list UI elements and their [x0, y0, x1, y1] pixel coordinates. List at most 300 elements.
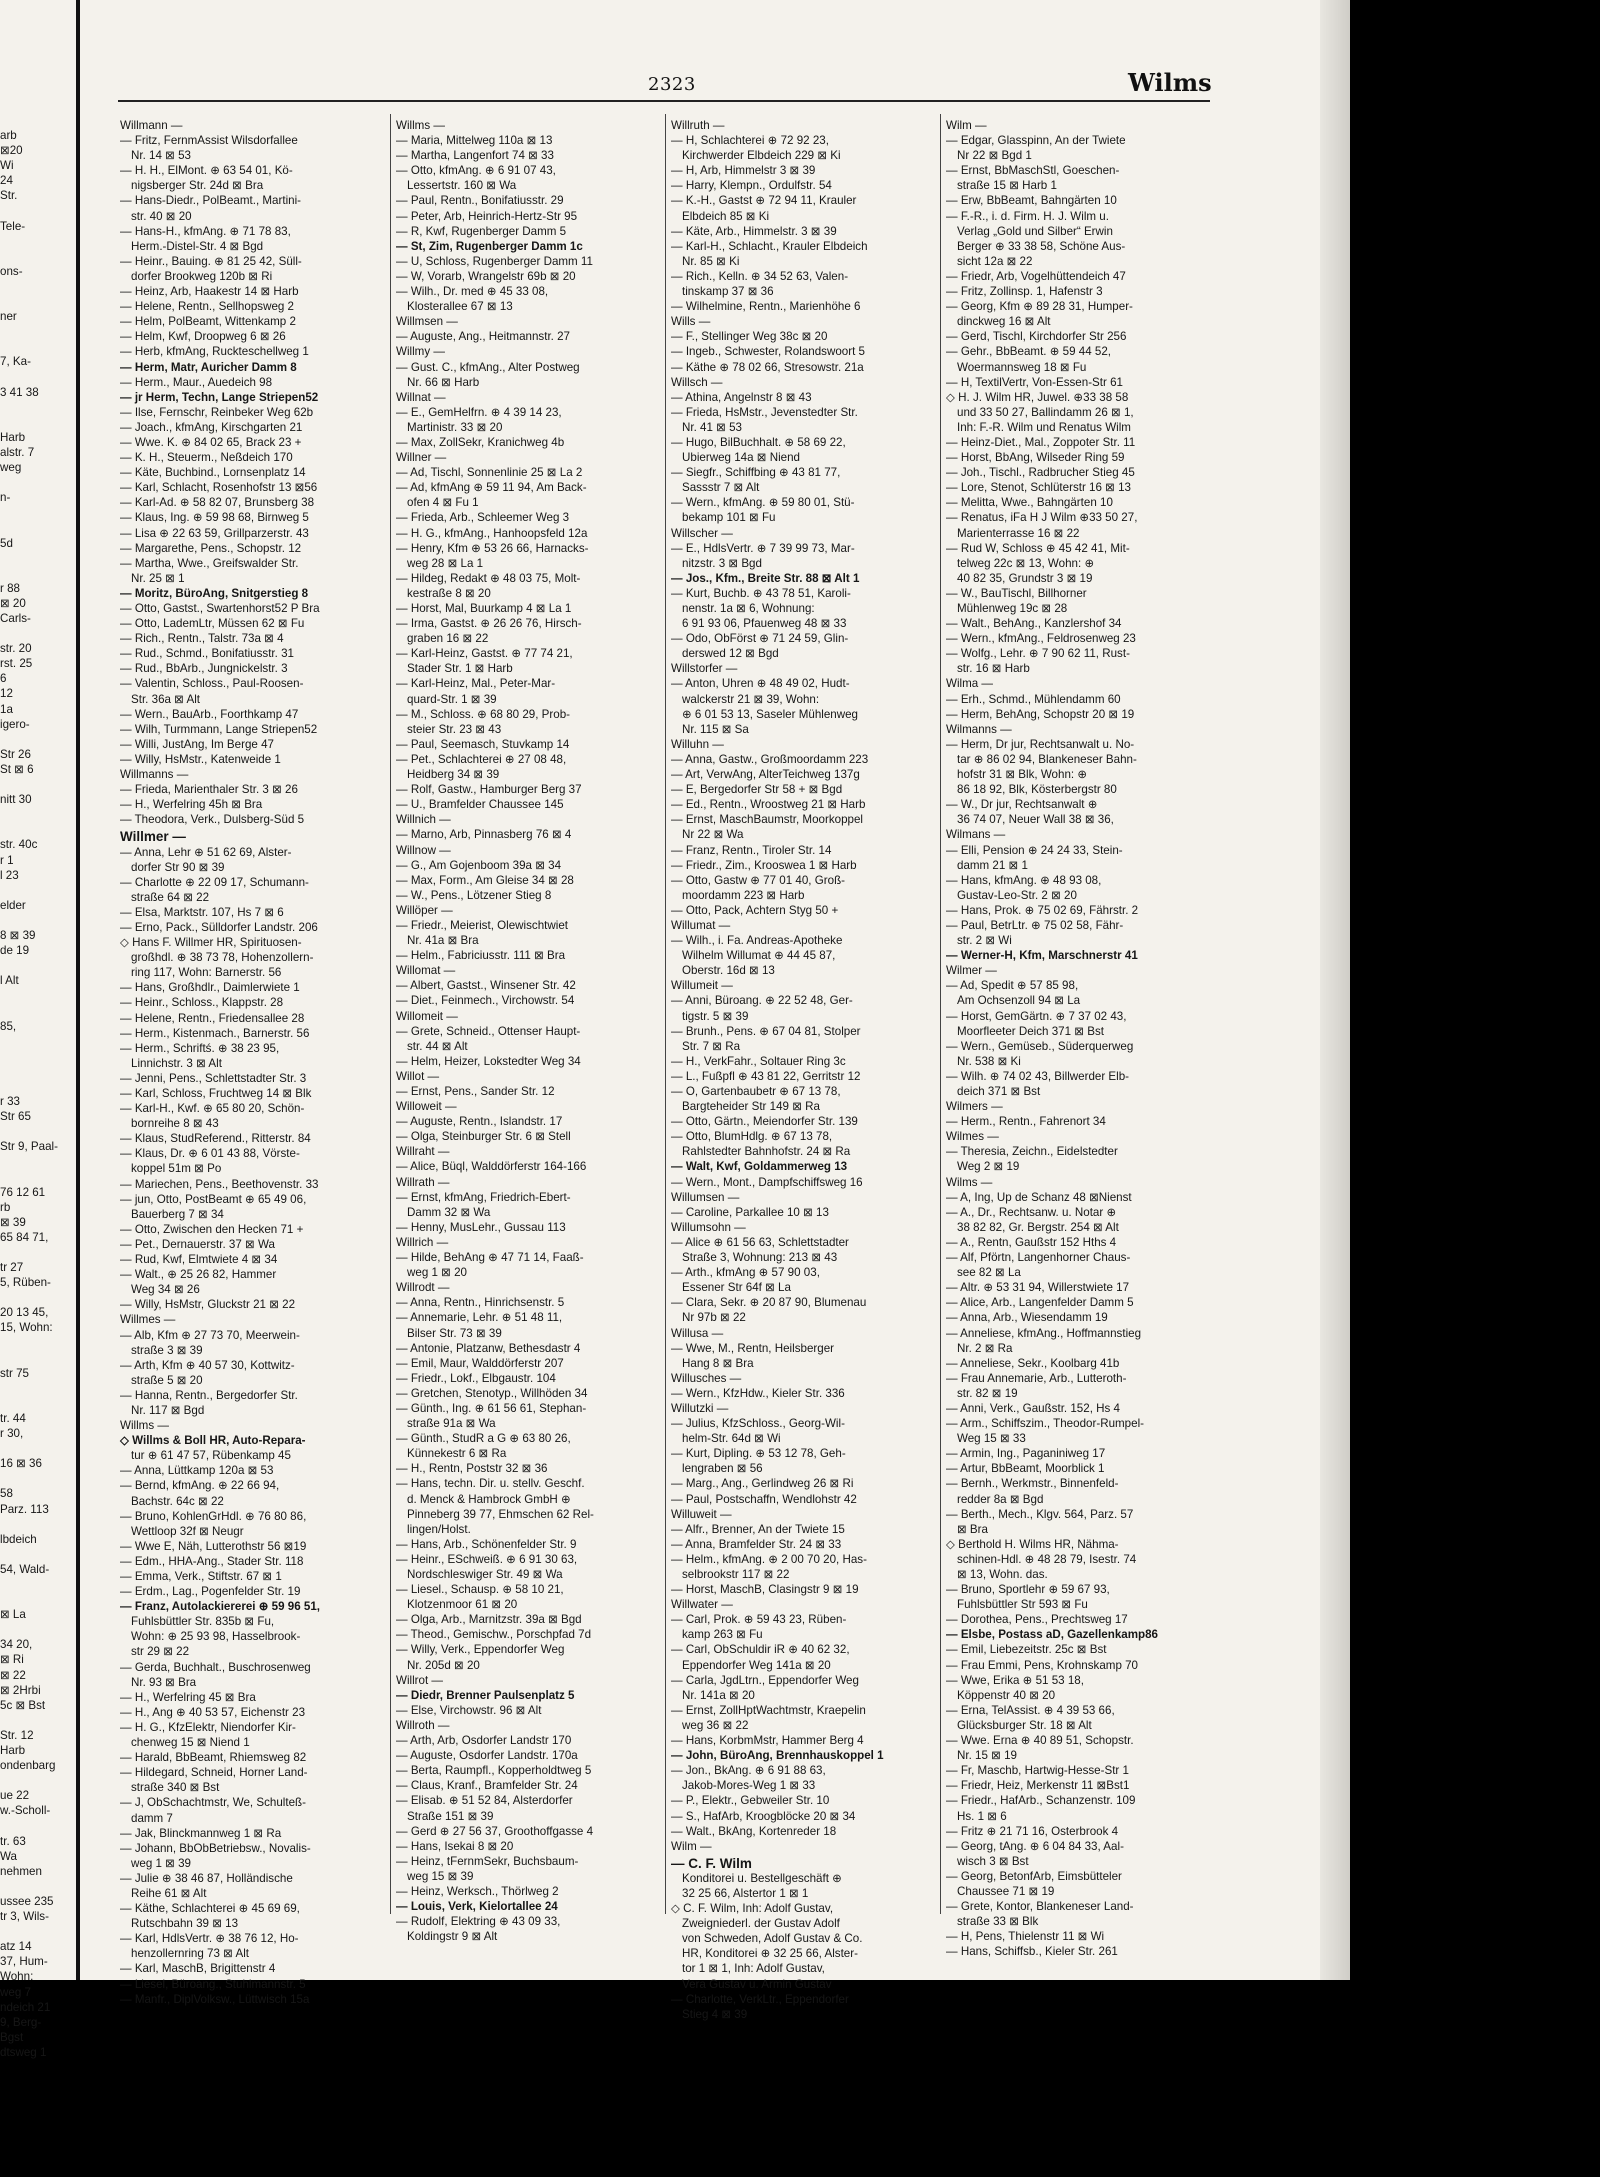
left-edge-fragment: weg 7 [0, 1985, 31, 1999]
directory-line: — Arm., Schiffszim., Theodor-Rumpel- [946, 1417, 1145, 1431]
directory-line: — H. G., KfzElektr, Niendorfer Kir- [120, 1720, 296, 1734]
directory-column-2 [396, 118, 658, 1944]
directory-line: — Otto, BlumHdlg. ⊕ 67 13 78, [671, 1130, 833, 1144]
directory-line: — H, Pens, Thielenstr 11 ⊠ Wi [946, 1930, 1105, 1944]
directory-line: Willrich — [396, 1235, 449, 1249]
directory-line: Bilser Str. 73 ⊠ 39 [407, 1326, 502, 1340]
directory-line: Willöper — [396, 903, 453, 917]
directory-line: Stieg 4 ⊠ 39 [682, 2007, 748, 2021]
directory-line: — Erno, Pack., Sülldorfer Landstr. 206 [120, 920, 318, 934]
directory-line: — Alf, Pförtn, Langenhorner Chaus- [946, 1251, 1131, 1265]
left-edge-fragment: tr 3, Wils- [0, 1910, 49, 1924]
directory-line: — Altr. ⊕ 53 31 94, Willerstwiete 17 [946, 1281, 1130, 1295]
directory-line: — Heinz, Arb, Haakestr 14 ⊠ Harb [120, 285, 299, 299]
directory-line: — Walt., BkAng, Kortenreder 18 [671, 1824, 837, 1838]
directory-line: — Manfr., DiplVolksw., Lüttwisch 15a [120, 1992, 310, 2006]
directory-line: Nr 22 ⊠ Bgd 1 [957, 149, 1032, 163]
directory-line: — Otto, Pack, Achtern Styg 50 + [671, 903, 839, 917]
directory-line: walckerstr 21 ⊠ 39, Wohn: [682, 692, 820, 706]
directory-line: — Johann, BbObBetriebsw., Novalis- [120, 1841, 311, 1855]
directory-line: Wilm — [671, 1839, 712, 1853]
directory-line: d. Menck & Hambrock GmbH ⊕ [407, 1492, 571, 1506]
directory-line: Wilmer — [946, 964, 997, 978]
left-edge-fragment: Str. 12 [0, 1728, 34, 1742]
directory-line: — Olga, Steinburger Str. 6 ⊠ Stell [396, 1130, 571, 1144]
directory-line: — Walt., BehAng., Kanzlershof 34 [946, 617, 1122, 631]
left-edge-fragment [0, 1622, 54, 1637]
directory-line: — Fritz, Zollinsp. 1, Hafenstr 3 [946, 285, 1103, 299]
directory-line: — Paul, Seemasch, Stuvkamp 14 [396, 737, 570, 751]
directory-line: — Gehr., BbBeamt. ⊕ 59 44 52, [946, 345, 1112, 359]
directory-line: Koldingstr 9 ⊠ Alt [407, 1930, 498, 1944]
directory-line: — Anneliese, Sekr., Koolbarg 41b [946, 1356, 1120, 1370]
left-page-edge-column [0, 128, 58, 2059]
directory-line: Martinistr. 33 ⊠ 20 [407, 420, 503, 434]
directory-line: — Karl-Ad. ⊕ 58 82 07, Brunsberg 38 [120, 496, 315, 510]
directory-line: — Günth., Ing. ⊕ 61 56 61, Stephan- [396, 1401, 587, 1415]
directory-line: Woermannsweg 18 ⊠ Fu [957, 360, 1087, 374]
left-edge-fragment: igero- [0, 717, 30, 731]
directory-line: — Wern., Mont., Dampfschiffsweg 16 [671, 1175, 863, 1189]
directory-line: — Otto, Gastw ⊕ 77 01 40, Groß- [671, 873, 846, 887]
left-edge-fragment: 9, Berg- [0, 2015, 42, 2029]
directory-line: — Alice, Arb., Langenfelder Damm 5 [946, 1296, 1134, 1310]
directory-line: — Horst, GemGärtn. ⊕ 7 37 02 43, [946, 1009, 1127, 1023]
directory-line: — Gerda, Buchhalt., Buschrosenweg [120, 1660, 311, 1674]
directory-line: — Wilh., Dr. med ⊕ 45 33 08, [396, 285, 549, 299]
directory-line: — Wern., kfmAng. ⊕ 59 80 01, Stü- [671, 496, 855, 510]
directory-line: Nr 22 ⊠ Wa [682, 828, 744, 842]
directory-line: — Carla, JgdLtrn., Eppendorfer Weg [671, 1673, 859, 1687]
directory-line: — Wwe, M., Rentn, Heilsberger [671, 1341, 835, 1355]
directory-line: damm 21 ⊠ 1 [957, 858, 1028, 872]
directory-line: Willscher — [671, 526, 733, 540]
left-edge-fragment [0, 324, 54, 339]
directory-line: — Carl, Prok. ⊕ 59 43 23, Rüben- [671, 1613, 847, 1627]
directory-line: — Kurt, Dipling. ⊕ 53 12 78, Geh- [671, 1447, 846, 1461]
directory-line: kamp 263 ⊠ Fu [682, 1628, 763, 1642]
left-edge-fragment [0, 958, 54, 973]
directory-line: — Ernst, ZollHptWachtmstr, Kraepelin [671, 1703, 866, 1717]
directory-line: — Hans-Diedr., PolBeamt., Martini- [120, 194, 302, 208]
directory-line: ⊠ 13, Wohn. das. [957, 1568, 1048, 1581]
directory-line: weg 1 ⊠ 20 [407, 1266, 467, 1280]
directory-line: Willms — [396, 119, 445, 132]
directory-line: bekamp 101 ⊠ Fu [682, 511, 776, 525]
left-edge-fragment: 5d [0, 536, 13, 550]
directory-line: Wettloop 32f ⊠ Neugr [131, 1524, 244, 1538]
left-edge-fragment: str. 40c [0, 838, 38, 852]
directory-line: — Rud., Schmd., Bonifatiusstr. 31 [120, 647, 294, 661]
directory-line: — G., Am Gojenboom 39a ⊠ 34 [396, 858, 562, 872]
directory-line: Willmanns — [120, 768, 189, 782]
directory-line: — Anton, Uhren ⊕ 48 49 02, Hudt- [671, 677, 850, 691]
directory-line: — Gust. C., kfmAng., Alter Postweg [396, 360, 580, 374]
left-edge-fragment: Str 9, Paal- [0, 1140, 58, 1154]
directory-line: tor 1 ⊠ 1, Inh: Adolf Gustav, [682, 1962, 825, 1976]
directory-line: Herm.-Distel-Str. 4 ⊠ Bgd [131, 239, 264, 253]
directory-line: dorfer Brookweg 120b ⊠ Ri [131, 269, 273, 283]
left-edge-fragment [0, 1381, 54, 1396]
directory-line: — Jon., BkAng. ⊕ 6 91 88 63, [671, 1764, 826, 1778]
directory-line: — Anna, Lehr ⊕ 51 62 69, Alster- [120, 845, 292, 859]
left-edge-fragment [0, 1290, 54, 1305]
directory-line: Ubierweg 14a ⊠ Niend [682, 451, 800, 465]
directory-line: Elbdeich 85 ⊠ Ki [682, 209, 770, 223]
directory-line: — Klaus, Ing. ⊕ 59 98 68, Birnweg 5 [120, 511, 309, 525]
directory-line: — Wwe E, Näh, Lutterothstr 56 ⊠19 [120, 1539, 307, 1553]
directory-line: — Theresia, Zeichn., Eidelstedter [946, 1145, 1118, 1159]
directory-line: — Max, Form., Am Gleise 34 ⊠ 28 [396, 873, 574, 887]
directory-line: Klosterallee 67 ⊠ 13 [407, 300, 513, 314]
directory-line: — Frieda, HsMstr., Jevenstedter Str. [671, 405, 858, 419]
left-edge-fragment [0, 520, 54, 535]
directory-line: — E., HdlsVertr. ⊕ 7 39 99 73, Mar- [671, 541, 855, 555]
left-edge-fragment: ue 22 [0, 1789, 30, 1803]
directory-line: — Valentin, Schloss., Paul-Roosen- [120, 677, 304, 691]
directory-line: — H, Schlachterei ⊕ 72 92 23, [671, 134, 829, 148]
directory-line: Vera Gustav u. Armin Gustav [682, 1977, 832, 1991]
directory-line: — Arth, Kfm ⊕ 40 57 30, Kottwitz- [120, 1358, 295, 1372]
left-edge-fragment: rb [0, 1200, 11, 1214]
directory-line: — Wwe, Erika ⊕ 51 53 18, [946, 1673, 1084, 1687]
directory-line: — Athina, Angelnstr 8 ⊠ 43 [671, 390, 812, 404]
directory-column-4 [946, 118, 1208, 1959]
directory-line: derswed 12 ⊠ Bgd [682, 647, 779, 661]
directory-line: Wohn: ⊕ 25 93 98, Hasselbrook- [131, 1630, 301, 1644]
directory-line: Willmy — [396, 345, 445, 359]
directory-line: Willrath — [396, 1175, 450, 1189]
directory-line: — Helene, Rentn., Sellhopsweg 2 [120, 300, 295, 314]
left-edge-fragment: n- [0, 491, 11, 505]
left-edge-fragment: str 75 [0, 1366, 29, 1380]
directory-line: — A, Ing, Up de Schanz 48 ⊠Nienst [946, 1190, 1132, 1204]
directory-line: — Friedr., HafArb., Schanzenstr. 109 [946, 1794, 1136, 1808]
directory-line: — Max, ZollSekr, Kranichweg 4b [396, 435, 565, 449]
directory-line: — Karl-Heinz, Gastst. ⊕ 77 74 21, [396, 647, 573, 661]
left-edge-fragment [0, 1336, 54, 1351]
directory-line: — Auguste, Rentn., Islandstr. 17 [396, 1115, 563, 1129]
directory-line: Oberstr. 16d ⊠ 13 [682, 964, 775, 978]
directory-line: — Otto, LademLtr, Müssen 62 ⊠ Fu [120, 617, 305, 631]
directory-line: — Julie ⊕ 38 46 87, Holländische [120, 1871, 293, 1885]
directory-line: — Hugo, BilBuchhalt. ⊕ 58 69 22, [671, 435, 846, 449]
directory-line: telweg 22c ⊠ 13, Wohn: ⊕ [957, 556, 1095, 570]
directory-line: — Elsbe, Postass aD, Gazellenkamp86 [946, 1628, 1159, 1642]
directory-line: — Grete, Kontor, Blankeneser Land- [946, 1900, 1134, 1914]
directory-line: 86 18 92, Blk, Kösterbergstr 80 [957, 783, 1117, 797]
left-edge-fragment: 5c ⊠ Bst [0, 1698, 46, 1712]
directory-line: — Theod., Gemischw., Porschpfad 7d [396, 1628, 592, 1642]
directory-line: Willmsen — [396, 315, 458, 329]
directory-line: Willnat — [396, 390, 446, 404]
directory-line: — Liesel., Schausp. ⊕ 58 10 21, [396, 1583, 564, 1597]
directory-line: — F., Stellinger Weg 38c ⊠ 20 [671, 330, 828, 344]
directory-line: henzollernring 73 ⊠ Alt [131, 1947, 249, 1961]
left-edge-fragment [0, 234, 54, 249]
directory-line: Willutzki — [671, 1401, 729, 1415]
directory-line: str. 2 ⊠ Wi [957, 934, 1012, 948]
directory-line: Weg 15 ⊠ 33 [957, 1432, 1026, 1446]
directory-line: — Karl, HdlsVertr. ⊕ 38 76 12, Ho- [120, 1932, 299, 1946]
directory-line: — Hans, Schiffsb., Kieler Str. 261 [946, 1945, 1118, 1959]
left-edge-fragment: 5, Rüben- [0, 1276, 51, 1290]
directory-line: — Käte, Arb., Himmelstr. 3 ⊠ 39 [671, 224, 837, 238]
directory-line: — Fr, Maschb, Hartwig-Hesse-Str 1 [946, 1764, 1129, 1778]
directory-line: — Melitta, Wwe., Bahngärten 10 [946, 496, 1113, 510]
directory-line: Wilmanns — [946, 722, 1012, 736]
directory-line: — Ernst, Pens., Sander Str. 12 [396, 1085, 555, 1098]
directory-line: — Julius, KfzSchloss., Georg-Wil- [671, 1417, 845, 1431]
page-edge-shadow [1320, 0, 1350, 1980]
directory-line: Wilms — [946, 1175, 993, 1189]
directory-line: — Diet., Feinmech., Virchowstr. 54 [396, 994, 575, 1008]
left-edge-fragment: dtsweg 1 [0, 2045, 47, 2059]
left-edge-fragment [0, 1034, 54, 1049]
directory-line: — Klaus, StudReferend., Ritterstr. 84 [120, 1132, 311, 1146]
left-edge-fragment [0, 1577, 54, 1592]
directory-line: tur ⊕ 61 47 57, Rübenkamp 45 [131, 1449, 291, 1463]
directory-line: — Herm, BehAng, Schopstr 20 ⊠ 19 [946, 707, 1135, 721]
directory-line: Nr. 41 ⊠ 53 [682, 420, 742, 434]
left-edge-fragment: 76 12 61 [0, 1185, 46, 1199]
directory-line: Nr. 115 ⊠ Sa [682, 722, 749, 736]
directory-line: — Olga, Arb., Marnitzstr. 39a ⊠ Bgd [396, 1613, 582, 1627]
directory-line: — K. H., Steuerm., Neßdeich 170 [120, 451, 293, 465]
left-edge-fragment [0, 1592, 54, 1607]
directory-line: — Horst, MaschB, Clasingstr 9 ⊠ 19 [671, 1583, 859, 1597]
directory-line: — Wern., BauArb., Foorthkamp 47 [120, 707, 299, 721]
directory-line: — jr Herm, Techn, Lange Striepen52 [120, 390, 319, 404]
directory-line: Willomeit — [396, 1009, 458, 1023]
directory-line: — Pet., Dernauerstr. 37 ⊠ Wa [120, 1237, 275, 1251]
directory-line: — Carl, ObSchuldir iR ⊕ 40 62 32, [671, 1643, 850, 1657]
directory-line: str. 44 ⊠ Alt [407, 1039, 468, 1053]
directory-line: Willruth — [671, 119, 725, 132]
left-edge-fragment: l Alt [0, 974, 19, 988]
directory-line: Wilhelm Willumat ⊕ 44 45 87, [682, 949, 836, 963]
directory-line: Pinneberg 39 77, Ehmschen 62 Rel- [407, 1507, 594, 1521]
directory-line: — H., VerkFahr., Soltauer Ring 3c [671, 1054, 846, 1068]
directory-line: — Hildegard, Schneid, Horner Land- [120, 1766, 308, 1780]
directory-line: — Odo, ObFörst ⊕ 71 24 59, Glin- [671, 632, 849, 646]
directory-line: Nr. 141a ⊠ 20 [682, 1688, 755, 1702]
directory-line: Linnichstr. 3 ⊠ Alt [131, 1056, 222, 1070]
directory-line: Stader Str. 1 ⊠ Harb [407, 662, 513, 676]
directory-line: selbrookstr 117 ⊠ 22 [682, 1568, 790, 1581]
left-edge-fragment [0, 1154, 54, 1169]
left-edge-fragment [0, 1517, 54, 1532]
directory-line: Damm 32 ⊠ Wa [407, 1205, 491, 1219]
left-edge-fragment: ndeich 21 [0, 2000, 51, 2014]
directory-line: ofen 4 ⊠ Fu 1 [407, 496, 479, 510]
directory-line: — Peter, Arb, Heinrich-Hertz-Str 95 [396, 209, 578, 223]
directory-line: — M., Schloss. ⊕ 68 80 29, Prob- [396, 707, 571, 721]
left-edge-fragment: 3 41 38 [0, 385, 39, 399]
directory-line: Willmann — [120, 119, 183, 132]
directory-line: ◇ C. F. Wilm, Inh: Adolf Gustav, [671, 1902, 834, 1916]
directory-line: chenweg 15 ⊠ Niend 1 [131, 1736, 250, 1750]
directory-line: — Rich., Rentn., Talstr. 73a ⊠ 4 [120, 632, 284, 646]
directory-line: steier Str. 23 ⊠ 43 [407, 722, 502, 736]
directory-line: — Helm, Kwf, Droopweg 6 ⊠ 26 [120, 330, 286, 344]
directory-line: — Diedr, Brenner Paulsenplatz 5 [396, 1688, 575, 1702]
directory-line: — Gretchen, Stenotyp., Willhöden 34 [396, 1386, 588, 1400]
directory-line: bornreihe 8 ⊠ 43 [131, 1117, 219, 1131]
directory-line: straße 3 ⊠ 39 [131, 1343, 203, 1357]
directory-line: Willuweit — [671, 1507, 732, 1521]
directory-line: Willstorfer — [671, 662, 738, 676]
directory-line: — Hans, Arb., Schönenfelder Str. 9 [396, 1537, 577, 1551]
directory-line: — Käthe, Schlachterei ⊕ 45 69 69, [120, 1902, 300, 1916]
directory-line: Willsch — [671, 375, 723, 389]
directory-line: — W., Pens., Lötzener Stieg 8 [396, 888, 552, 902]
directory-line: — Hans, Prok. ⊕ 75 02 69, Fährstr. 2 [946, 903, 1139, 917]
left-edge-fragment: 85, [0, 1019, 17, 1033]
left-edge-fragment: tr. 44 [0, 1411, 26, 1425]
directory-line: — Käte, Buchbind., Lornsenplatz 14 [120, 466, 306, 480]
directory-line: hofstr 31 ⊠ Blk, Wohn: ⊕ [957, 768, 1088, 782]
directory-line: 36 74 07, Neuer Wall 38 ⊠ 36, [957, 813, 1114, 827]
directory-line: — Paul, Postschaffn, Wendlohstr 42 [671, 1492, 857, 1506]
directory-line: — Alice, Büql, Walddörferstr 164-166 [396, 1160, 587, 1174]
directory-line: — Artur, BbBeamt, Moorblick 1 [946, 1462, 1105, 1476]
left-edge-fragment: ner [0, 310, 17, 324]
directory-line: Mühlenweg 19c ⊠ 28 [957, 602, 1068, 615]
directory-line: Willms — [120, 1419, 169, 1433]
left-edge-fragment [0, 1547, 54, 1562]
directory-line: straße 5 ⊠ 20 [131, 1373, 203, 1387]
directory-line: weg 28 ⊠ La 1 [407, 556, 484, 570]
left-edge-fragment: weg [0, 461, 22, 475]
directory-line: — Walt, Kwf, Goldammerweg 13 [671, 1160, 848, 1174]
directory-line: Marienterrasse 16 ⊠ 22 [957, 526, 1080, 540]
left-edge-fragment: l 23 [0, 868, 19, 882]
directory-line: — Heinz, tFernmSekr, Buchsbaum- [396, 1854, 579, 1868]
directory-line: deich 371 ⊠ Bst [957, 1085, 1041, 1098]
left-edge-fragment [0, 203, 54, 218]
left-edge-fragment: Harb [0, 1744, 26, 1758]
directory-line: str. 40 ⊠ 20 [131, 209, 192, 223]
directory-line: — Hans, KorbmMstr, Hammer Berg 4 [671, 1734, 864, 1748]
directory-line: — Henny, MusLehr., Gussau 113 [396, 1220, 566, 1234]
directory-line: straße 33 ⊠ Blk [957, 1915, 1039, 1929]
directory-line: — Marno, Arb, Pinnasberg 76 ⊠ 4 [396, 828, 572, 842]
left-edge-fragment: lbdeich [0, 1532, 37, 1546]
directory-line: — U, Schloss, Rugenberger Damm 11 [396, 254, 593, 268]
directory-line: — Elli, Pension ⊕ 24 24 33, Stein- [946, 843, 1123, 857]
directory-line: — Henry, Kfm ⊕ 53 26 66, Harnacks- [396, 541, 589, 555]
left-edge-fragment [0, 1169, 54, 1184]
directory-line: — U., Bramfelder Chaussee 145 [396, 798, 564, 812]
left-edge-fragment: 16 ⊠ 36 [0, 1457, 42, 1471]
directory-line: — St, Zim, Rugenberger Damm 1c [396, 239, 583, 253]
directory-line: — Anna, Bramfelder Str. 24 ⊠ 33 [671, 1537, 842, 1551]
directory-line: — Armin, Ing., Paganiniweg 17 [946, 1447, 1106, 1461]
directory-line: Str. 36a ⊠ Alt [131, 692, 201, 706]
directory-line: Willmes — [120, 1313, 176, 1327]
left-edge-fragment [0, 370, 54, 385]
directory-line: — W., BauTischl, Billhorner [946, 586, 1087, 600]
directory-line: Nr. 93 ⊠ Bra [131, 1675, 197, 1689]
directory-line: dinckweg 16 ⊠ Alt [957, 315, 1051, 329]
directory-line: — Wern., kfmAng., Feldrosenweg 23 [946, 632, 1136, 646]
directory-line: Klotzenmoor 61 ⊠ 20 [407, 1598, 518, 1612]
directory-line: quard-Str. 1 ⊠ 39 [407, 692, 497, 706]
directory-line: — Alice ⊕ 61 56 63, Schlettstadter [671, 1235, 849, 1249]
directory-line: — J, ObSchachtmstr, We, Schulteß- [120, 1796, 306, 1810]
directory-line: — Bruno, Sportlehr ⊕ 59 67 93, [946, 1583, 1110, 1597]
directory-line: Wilmans — [946, 828, 1006, 842]
directory-line: großhdl. ⊕ 38 73 78, Hohenzollern- [131, 951, 314, 965]
directory-line: — Anna, Lüttkamp 120a ⊠ 53 [120, 1464, 274, 1478]
left-edge-fragment [0, 988, 54, 1003]
directory-line: Nr. 25 ⊠ 1 [131, 571, 185, 585]
directory-line: — Fritz ⊕ 21 71 16, Osterbrook 4 [946, 1824, 1119, 1838]
left-edge-fragment: r 1 [0, 853, 14, 867]
directory-line: Willrot — [396, 1673, 444, 1687]
directory-line: HR, Konditorei ⊕ 32 25 66, Alster- [682, 1947, 858, 1961]
directory-line: — Arth., kfmAng ⊕ 57 90 03, [671, 1266, 820, 1280]
directory-line: Nr. 2 ⊠ Ra [957, 1341, 1013, 1355]
directory-line: tinskamp 37 ⊠ 36 [682, 285, 774, 299]
left-edge-fragment: 20 13 45, [0, 1306, 49, 1320]
left-edge-fragment: nehmen [0, 1864, 42, 1878]
directory-line: — Hans, Isekai 8 ⊠ 20 [396, 1839, 514, 1853]
directory-line: — Emil, Maur, Walddörferstr 207 [396, 1356, 564, 1370]
directory-line: — Willi, JustAng, Im Berge 47 [120, 737, 274, 751]
directory-line: Künnekestr 6 ⊠ Ra [407, 1447, 507, 1461]
left-edge-fragment [0, 1351, 54, 1366]
directory-line: — Jenni, Pens., Schlettstadter Str. 3 [120, 1071, 307, 1085]
directory-line: — Herm., Rentn., Fahrenort 34 [946, 1115, 1106, 1129]
directory-line: Willner — [396, 451, 447, 465]
directory-line: — F.-R., i. d. Firm. H. J. Wilm u. [946, 209, 1109, 223]
directory-line: — Irma, Gastst. ⊕ 26 26 76, Hirsch- [396, 617, 582, 631]
directory-line: Fuhlsbüttler Str. 835b ⊠ Fu, [131, 1615, 275, 1629]
directory-line: — H. G., kfmAng., Hanhoopsfeld 12a [396, 526, 588, 540]
directory-line: — Wilhelmine, Rentn., Marienhöhe 6 [671, 300, 861, 314]
directory-line: — Jos., Kfm., Breite Str. 88 ⊠ Alt 1 [671, 571, 860, 585]
left-edge-fragment: Carls- [0, 612, 31, 625]
directory-line: — Emil, Liebezeitstr. 25c ⊠ Bst [946, 1643, 1107, 1657]
directory-line: — Wilh, Turmmann, Lange Striepen52 [120, 722, 318, 736]
directory-line: — Joh., Tischl., Radbrucher Stieg 45 [946, 466, 1135, 480]
directory-line: wisch 3 ⊠ Bst [957, 1854, 1029, 1868]
directory-line: Willusa — [671, 1326, 724, 1340]
directory-line: Nr. 538 ⊠ Ki [957, 1054, 1021, 1068]
directory-line: — Annemarie, Lehr. ⊕ 51 48 11, [396, 1311, 563, 1325]
directory-line: — Paul, BetrLtr. ⊕ 75 02 58, Fähr- [946, 918, 1124, 932]
directory-line: — Kurt, Buchb. ⊕ 43 78 51, Karoli- [671, 586, 851, 600]
directory-line: — Clara, Sekr. ⊕ 20 87 90, Blumenau [671, 1296, 867, 1310]
directory-line: — Charlotte, VerkLtr., Eppendorfer [671, 1992, 849, 2006]
left-edge-fragment [0, 777, 54, 792]
directory-line: ◇ H. J. Wilm HR, Juwel. ⊕33 38 58 [946, 390, 1129, 404]
directory-line: von Schweden, Adolf Gustav & Co. [682, 1932, 863, 1946]
directory-line: — S., HafArb, Kroogblöcke 20 ⊠ 34 [671, 1809, 856, 1823]
directory-line: — Ernst, MaschBaumstr, Moorkoppel [671, 813, 864, 827]
directory-line: ⊕ 6 01 53 13, Saseler Mühlenweg [682, 707, 859, 721]
left-edge-fragment: ussee 235 [0, 1894, 54, 1908]
left-edge-fragment [0, 1441, 54, 1456]
directory-line: — Antonie, Platzanw, Bethesdastr 4 [396, 1341, 581, 1355]
directory-line: — Herb, kfmAng, Ruckteschellweg 1 [120, 345, 309, 359]
left-edge-fragment [0, 400, 54, 415]
directory-line: — Rud W, Schloss ⊕ 45 42 41, Mit- [946, 541, 1130, 555]
directory-line: — Bruno, KohlenGrHdl. ⊕ 76 80 86, [120, 1509, 307, 1523]
left-edge-fragment [0, 807, 54, 822]
